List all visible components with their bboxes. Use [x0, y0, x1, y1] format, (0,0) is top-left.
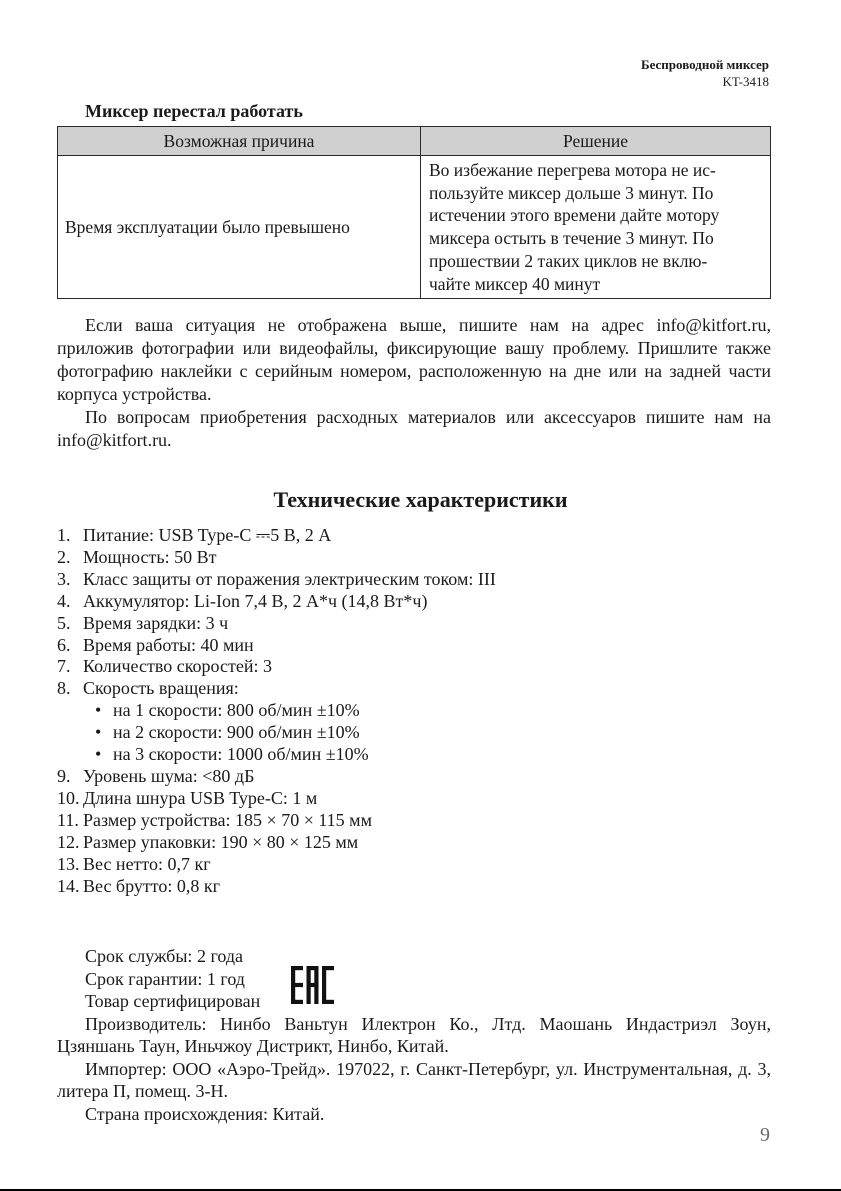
spec-item	[57, 525, 496, 547]
bullet: •	[95, 722, 102, 743]
spec-text: Скорость вращения:	[83, 678, 239, 699]
manufacturer: Производитель: Нинбо Ваньтун Илектрон Ко., Лтд. Маошань Индастриэл Зоун, Цзяншань Таун, Иньчжоу Дистрикт, Нинбо, Китай.	[57, 1013, 771, 1056]
spec-text: Количество скоростей: 3	[83, 656, 272, 677]
troubleshooting-table	[57, 126, 771, 299]
spec-number: 7.	[57, 656, 71, 677]
spec-text: Класс защиты от поражения электрическим током: III	[83, 568, 496, 589]
spec-text: на 3 скорости: 1000 об/мин ±10%	[113, 744, 369, 765]
solution-cell	[421, 156, 771, 299]
spec-item	[57, 832, 496, 854]
solution-line: миксера остыть в течение 3 минут. По	[429, 228, 714, 249]
column-header-solution: Решение	[421, 127, 771, 156]
spec-item	[57, 854, 496, 876]
origin: Страна происхождения: Китай.	[85, 1103, 325, 1124]
header-product-name: Беспроводной миксер	[641, 57, 769, 72]
spec-number: 2.	[57, 546, 71, 567]
spec-number: 5.	[57, 612, 71, 633]
solution-line: чайте миксер 40 минут	[429, 273, 601, 294]
spec-number: 9.	[57, 765, 71, 786]
spec-item	[57, 810, 496, 832]
table-header-row	[58, 127, 771, 156]
cause-cell: Время эксплуатации было превышено	[58, 156, 421, 299]
spec-text: Время зарядки: 3 ч	[83, 612, 229, 633]
warranty: Срок гарантии: 1 год	[85, 968, 245, 989]
specs-list	[57, 525, 496, 897]
spec-text: Время работы: 40 мин	[83, 634, 254, 655]
spec-number: 10.	[57, 787, 80, 808]
bullet: •	[95, 700, 102, 721]
solution-line: истечении этого времени дайте мотору	[429, 205, 720, 226]
spec-number: 1.	[57, 525, 71, 545]
spec-text: Длина шнура USB Type-C: 1 м	[83, 787, 318, 808]
importer: Импортер: ООО «Аэро-Трейд». 197022, г. Санкт-Петербург, ул. Инструментальная, д. 3, литера П, помещ. 3-Н.	[57, 1058, 771, 1101]
spec-item	[57, 635, 496, 657]
spec-item	[57, 591, 496, 613]
spec-text: Размер устройства: 185 × 70 × 115 мм	[83, 809, 372, 830]
eac-certification-mark-icon	[291, 966, 334, 1004]
specs-title: Технические характеристики	[273, 487, 568, 512]
spec-text: Вес нетто: 0,7 кг	[83, 853, 211, 874]
supplies-paragraph	[57, 406, 771, 452]
spec-text: на 1 скорости: 800 об/мин ±10%	[113, 700, 360, 721]
page-number: 9	[760, 1124, 770, 1146]
solution-line: прошествии 2 таких циклов не вклю-	[429, 250, 708, 271]
spec-number: 13.	[57, 853, 80, 874]
troubleshooting-title: Миксер перестал работать	[85, 101, 303, 121]
contact-paragraph	[57, 314, 771, 406]
running-header	[641, 56, 769, 90]
spec-subitem	[57, 722, 496, 744]
spec-subitem	[57, 744, 496, 766]
column-header-cause: Возможная причина	[58, 127, 421, 156]
spec-text: на 2 скорости: 900 об/мин ±10%	[113, 722, 360, 743]
spec-item	[57, 547, 496, 569]
spec-number: 4.	[57, 590, 71, 611]
spec-item	[57, 876, 496, 898]
spec-text: Мощность: 50 Вт	[83, 546, 217, 567]
spec-item	[57, 788, 496, 810]
spec-text: Вес брутто: 0,8 кг	[83, 875, 220, 896]
spec-item	[57, 766, 496, 788]
spec-text: Размер упаковки: 190 × 80 × 125 мм	[83, 831, 359, 852]
spec-number: 6.	[57, 634, 71, 655]
spec-number: 3.	[57, 568, 71, 589]
spec-text: Уровень шума: <80 дБ	[83, 765, 255, 786]
footer-info	[57, 945, 771, 1125]
supplies-text: По вопросам приобретения расходных материалов или аксессуаров пишите нам на info@kitfort.ru.	[57, 407, 771, 450]
spec-item	[57, 678, 496, 700]
spec-item	[57, 613, 496, 635]
bullet: •	[95, 744, 102, 765]
spec-text: Аккумулятор: Li-Ion 7,4 В, 2 А*ч (14,8 Вт*ч)	[83, 590, 428, 611]
spec-item	[57, 569, 496, 591]
certified: Товар сертифицирован	[85, 991, 261, 1011]
spec-item	[57, 656, 496, 678]
table-row	[58, 156, 771, 299]
spec-number: 8.	[57, 678, 71, 699]
spec-subitem	[57, 700, 496, 722]
spec-number: 12.	[57, 831, 80, 852]
header-model: KT-3418	[722, 74, 769, 89]
contact-text: Если ваша ситуация не отображена выше, пишите нам на адрес info@kitfort.ru, приложив фотографии или видеофайлы, фиксирующие вашу проблему. Пришлите также фотографию наклейки с серийным номером, расположенную на дне или на задней части корпуса устройства.	[57, 315, 771, 404]
solution-line: Во избежание перегрева мотора не ис-	[429, 160, 716, 180]
spec-number: 14.	[57, 875, 80, 896]
service-life: Срок службы: 2 года	[85, 946, 244, 966]
solution-line: пользуйте миксер дольше 3 минут. По	[429, 182, 714, 203]
spec-text: Питание: USB Type-C ⎓5 В, 2 А	[83, 525, 332, 545]
spec-number: 11.	[57, 809, 79, 830]
